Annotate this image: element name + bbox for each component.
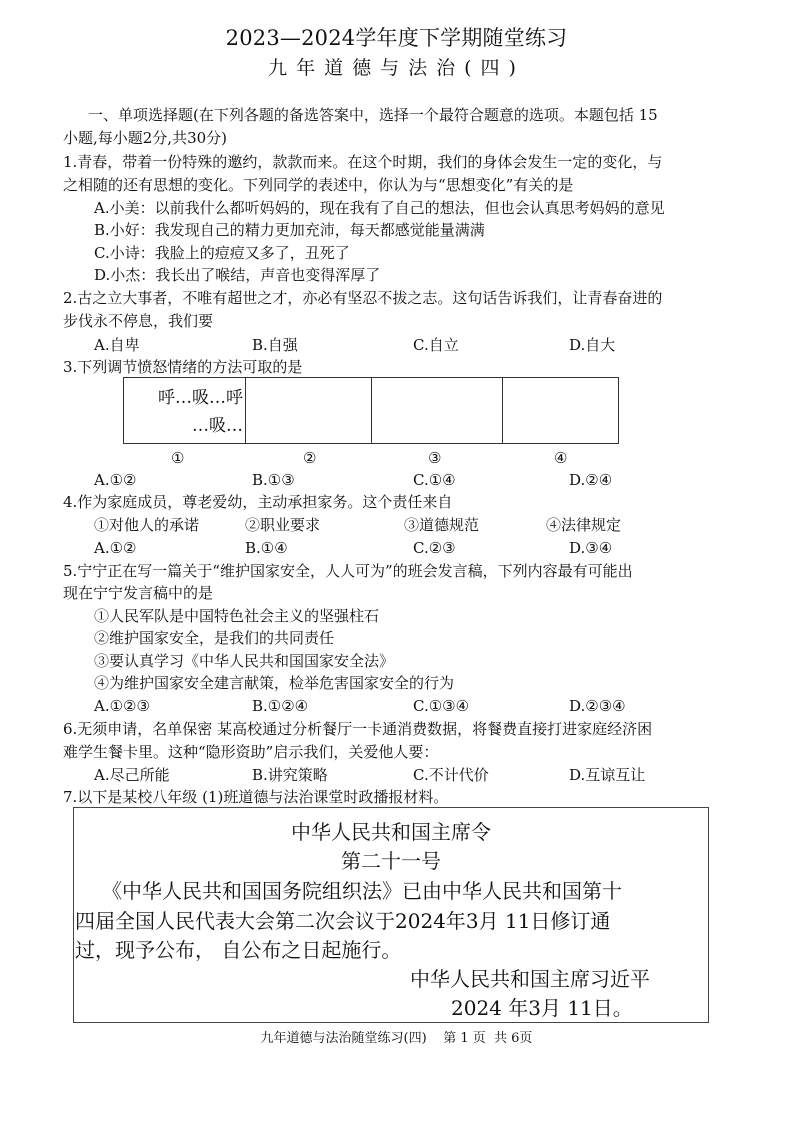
- option-b[interactable]: B.①③: [252, 471, 295, 489]
- question-stem: 4.作为家庭成员，尊老爱幼，主动承担家务。这个责任来自: [63, 493, 453, 511]
- decree-body-line2: 四届全国人民代表大会第二次会议于2024年3月 11日修订通: [75, 909, 611, 933]
- option-c[interactable]: C.自立: [413, 336, 459, 354]
- question-stem: 现在宁宁发言稿中的是: [63, 584, 214, 602]
- option-a[interactable]: A.自卑: [94, 336, 140, 354]
- option-b[interactable]: B.讲究策略: [252, 766, 328, 784]
- option-d[interactable]: D.小杰：我长出了喉结，声音也变得浑厚了: [94, 266, 381, 284]
- option-a[interactable]: A.①②③: [94, 697, 150, 715]
- item-1: ①人民军队是中国特色社会主义的坚强柱石: [94, 607, 380, 625]
- item-3: ③道德规范: [404, 516, 480, 534]
- option-b[interactable]: B.①②④: [252, 697, 309, 715]
- section-intro-line1: 一、单项选择题(在下列各题的备选答案中，选择一个最符合题意的选项。本题包括 15: [88, 106, 658, 124]
- material-box: [73, 807, 709, 1023]
- option-d[interactable]: D.②④: [569, 471, 613, 489]
- table-label-4: ④: [554, 449, 568, 467]
- decree-number: 第二十一号: [341, 849, 441, 873]
- option-b[interactable]: B.小好：我发现自己的精力更加充沛，每天都感觉能量满满: [94, 221, 485, 239]
- decree-body-line3: 过，现予公布， 自公布之日起施行。: [75, 938, 402, 962]
- option-c[interactable]: C.不计代价: [413, 766, 489, 784]
- decree-signature: 中华人民共和国主席习近平: [410, 967, 650, 991]
- table-label-1: ①: [171, 449, 185, 467]
- question-stem: 5.宁宁正在写一篇关于“维护国家安全，人人可为”的班会发言稿，下列内容最有可能出: [63, 562, 633, 580]
- method-cell-2: [246, 378, 372, 443]
- item-1: ①对他人的承诺: [94, 516, 200, 534]
- document-subtitle: 九年道德与法治(四): [268, 57, 525, 79]
- section-intro-line2: 小题,每小题2分,共30分): [63, 129, 228, 147]
- question-stem: 6.无须申请，名单保密 某高校通过分析餐厅一卡通消费数据，将餐费直接打进家庭经济困: [63, 720, 653, 738]
- option-a[interactable]: A.①②: [94, 471, 137, 489]
- document-title: 2023—2024学年度下学期随堂练习: [225, 26, 568, 50]
- question-stem: 7.以下是某校八年级 (1)班道德与法治课堂时政播报材料。: [63, 788, 449, 806]
- question-stem: 之相随的还有思想的变化。下列同学的表述中，你认为与“思想变化”有关的是: [63, 176, 574, 194]
- decree-body-line1: 《中华人民共和国国务院组织法》已由中华人民共和国第十: [102, 879, 622, 903]
- method-cell-1: [124, 378, 246, 443]
- question-stem: 难学生餐卡里。这种“隐形资助”启示我们，关爱他人要：: [63, 743, 439, 761]
- question-stem: 步伐永不停息，我们要: [63, 312, 214, 330]
- option-c[interactable]: C.①③④: [413, 697, 470, 715]
- option-c[interactable]: C.小诗：我脸上的痘痘又多了，丑死了: [94, 244, 350, 262]
- option-a[interactable]: A.小美：以前我什么都听妈妈的，现在我有了自己的想法，但也会认真思考妈妈的意见: [94, 199, 665, 217]
- option-d[interactable]: D.②③④: [569, 697, 626, 715]
- item-4: ④法律规定: [546, 516, 622, 534]
- question-stem: 3.下列调节愤怒情绪的方法可取的是: [63, 358, 303, 376]
- option-d[interactable]: D.互谅互让: [569, 766, 646, 784]
- item-3: ③要认真学习《中华人民共和国国家安全法》: [94, 652, 395, 670]
- option-d[interactable]: D.③④: [569, 539, 613, 557]
- option-c[interactable]: C.①④: [413, 471, 456, 489]
- option-c[interactable]: C.②③: [413, 539, 456, 557]
- page-footer: 九年道德与法治随堂练习(四) 第 1 页 共 6页: [260, 1031, 533, 1046]
- decree-date: 2024 年3月 11日。: [451, 996, 633, 1020]
- option-d[interactable]: D.自大: [569, 336, 616, 354]
- methods-table: [123, 377, 619, 444]
- breathing-text-line2: …吸…: [192, 416, 243, 436]
- item-2: ②维护国家安全，是我们的共同责任: [94, 629, 335, 647]
- item-2: ②职业要求: [245, 516, 321, 534]
- item-4: ④为维护国家安全建言献策，检举危害国家安全的行为: [94, 674, 455, 692]
- table-label-3: ③: [428, 449, 442, 467]
- option-b[interactable]: B.①④: [245, 539, 288, 557]
- option-b[interactable]: B.自强: [252, 336, 298, 354]
- table-label-2: ②: [303, 449, 317, 467]
- question-stem: 2.古之立大事者，不唯有超世之才，亦必有坚忍不拔之志。这句话告诉我们，让青春奋进的: [63, 289, 663, 307]
- question-stem: 1.青春，带着一份特殊的邀约，款款而来。在这个时期，我们的身体会发生一定的变化，与: [63, 153, 663, 171]
- option-a[interactable]: A.①②: [94, 539, 137, 557]
- breathing-text-line1: 呼…吸…呼: [158, 388, 243, 408]
- method-cell-3: [372, 378, 503, 443]
- option-a[interactable]: A.尽己所能: [94, 766, 170, 784]
- method-cell-4: [503, 378, 618, 443]
- decree-title: 中华人民共和国主席令: [291, 820, 491, 844]
